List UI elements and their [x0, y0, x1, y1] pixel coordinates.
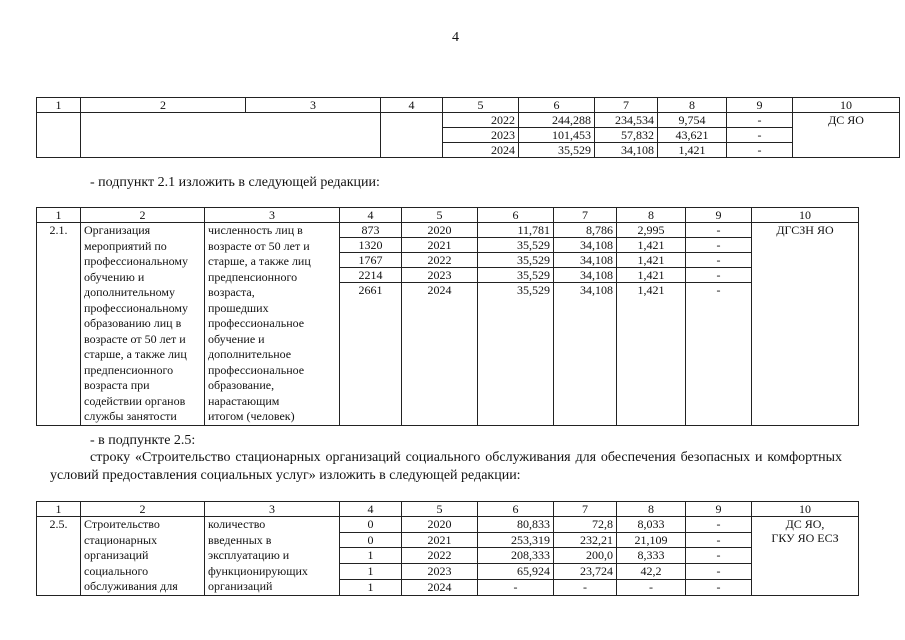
total-cell: 35,529 [478, 253, 554, 268]
year-cell: 2022 [402, 253, 478, 268]
text-line: старше, а также лиц [208, 254, 311, 268]
header-cell: 1 [37, 208, 81, 223]
text-line: эксплуатацию и [208, 548, 290, 562]
other-cell: - [686, 268, 752, 283]
instruction-paragraph: - в подпункте 2.5: [90, 433, 196, 448]
other-cell: - [686, 283, 752, 426]
regional-cell: 9,754 [658, 113, 727, 128]
text-line: службы занятости [84, 409, 177, 423]
header-cell: 8 [617, 208, 686, 223]
text-line: содействии органов [84, 393, 186, 408]
total-cell: 11,781 [478, 223, 554, 238]
year-cell: 2021 [402, 238, 478, 253]
text-line: предпенсионного [208, 269, 298, 284]
header-cell: 3 [246, 98, 381, 113]
header-cell: 5 [443, 98, 519, 113]
measure-name [81, 517, 205, 596]
total-cell: 35,529 [478, 283, 554, 426]
other-cell: - [727, 128, 793, 143]
other-cell: - [686, 238, 752, 253]
table-2-1 [36, 207, 859, 426]
regional-cell: 1,421 [617, 253, 686, 268]
federal-cell: 72,8 [554, 517, 617, 533]
header-row [37, 208, 859, 223]
header-cell: 3 [205, 208, 340, 223]
regional-cell: 1,421 [617, 268, 686, 283]
table-row [37, 113, 900, 128]
text-line: прошедших [208, 300, 269, 315]
regional-cell: 8,333 [617, 548, 686, 564]
executor-cell: ДГСЗН ЯО [752, 223, 859, 426]
year-cell: 2020 [402, 223, 478, 238]
text-line: организаций [208, 579, 273, 593]
year-cell: 2023 [402, 268, 478, 283]
text-line: функционирующих [208, 563, 308, 578]
text-line: возрасте от 50 лет и [208, 238, 310, 253]
text-line: стационарных [84, 532, 158, 547]
other-cell: - [686, 223, 752, 238]
text-line: количество [208, 517, 266, 531]
text-line: обслуживания для [84, 579, 178, 593]
regional-cell: 21,109 [617, 532, 686, 548]
other-cell: - [686, 564, 752, 580]
table-row [37, 223, 859, 238]
text-line: нарастающим [208, 393, 280, 408]
federal-cell: 34,108 [554, 283, 617, 426]
year-cell: 2023 [402, 564, 478, 580]
header-cell: 10 [752, 502, 859, 517]
federal-cell: 34,108 [554, 268, 617, 283]
indicator-name [205, 517, 340, 596]
header-cell: 3 [205, 502, 340, 517]
text-line: мероприятий по [84, 238, 167, 253]
header-cell: 4 [381, 98, 443, 113]
instruction-paragraph: строку «Строительство стационарных организаций социального обслуживания для обеспечения безопасных и комфортных условий предоставления социальных услуг» изложить в следующей редакции: [50, 450, 842, 483]
year-cell: 2022 [443, 113, 519, 128]
text-line: профессиональное [208, 316, 305, 330]
header-cell: 9 [686, 208, 752, 223]
year-cell: 2023 [443, 128, 519, 143]
number-cell [37, 113, 81, 158]
table-continued [36, 97, 900, 158]
federal-cell: 232,21 [554, 532, 617, 548]
text-line: возраста, [208, 285, 255, 299]
text-line: численность лиц в [208, 223, 303, 237]
total-cell: - [478, 579, 554, 595]
other-cell: - [686, 548, 752, 564]
text-line: обучение и [208, 331, 265, 346]
indicator-value: 2661 [340, 283, 402, 426]
other-cell: - [686, 253, 752, 268]
total-cell: 65,924 [478, 564, 554, 580]
header-cell: 4 [340, 208, 402, 223]
page-number: 4 [452, 30, 459, 45]
regional-cell: 42,2 [617, 564, 686, 580]
year-cell: 2024 [443, 143, 519, 158]
text-line: образование, [208, 378, 275, 392]
text-line: профессиональному [84, 254, 188, 268]
total-cell: 35,529 [519, 143, 595, 158]
header-cell: 7 [554, 502, 617, 517]
regional-cell: 8,033 [617, 517, 686, 533]
other-cell: - [727, 143, 793, 158]
value-cell [381, 113, 443, 158]
header-cell: 9 [686, 502, 752, 517]
federal-cell: 34,108 [595, 143, 658, 158]
federal-cell: 23,724 [554, 564, 617, 580]
header-cell: 5 [402, 502, 478, 517]
indicator-value: 1320 [340, 238, 402, 253]
total-cell: 208,333 [478, 548, 554, 564]
year-cell: 2022 [402, 548, 478, 564]
indicator-value: 2214 [340, 268, 402, 283]
measure-name [81, 223, 205, 426]
year-cell: 2024 [402, 283, 478, 426]
header-row [37, 98, 900, 113]
regional-cell: 1,421 [617, 283, 686, 426]
header-cell: 9 [727, 98, 793, 113]
text-line: социального [84, 563, 149, 578]
header-cell: 6 [478, 502, 554, 517]
table-row [37, 517, 859, 533]
text-line: дополнительному [84, 285, 176, 299]
text-line: профессиональному [84, 300, 188, 315]
text-line: обучению и [84, 269, 145, 284]
other-cell: - [686, 532, 752, 548]
executor-cell: ДС ЯО [793, 113, 900, 158]
federal-cell: 34,108 [554, 253, 617, 268]
indicator-value: 873 [340, 223, 402, 238]
federal-cell: - [554, 579, 617, 595]
text-line: старше, а также лиц [84, 347, 187, 361]
text-line: введенных в [208, 532, 272, 547]
total-cell: 244,288 [519, 113, 595, 128]
header-cell: 7 [595, 98, 658, 113]
executor-line: ДС ЯО, [785, 517, 825, 531]
header-cell: 10 [752, 208, 859, 223]
header-cell: 1 [37, 98, 81, 113]
total-cell: 35,529 [478, 268, 554, 283]
regional-cell: - [617, 579, 686, 595]
indicator-value: 1 [340, 548, 402, 564]
header-cell: 6 [519, 98, 595, 113]
text-line: возрасте от 50 лет и [84, 331, 186, 346]
header-cell: 2 [81, 502, 205, 517]
header-cell: 5 [402, 208, 478, 223]
federal-cell: 57,832 [595, 128, 658, 143]
regional-cell: 2,995 [617, 223, 686, 238]
other-cell: - [686, 517, 752, 533]
executor-line: ГКУ ЯО ЕСЗ [771, 531, 839, 545]
header-cell: 10 [793, 98, 900, 113]
header-cell: 8 [658, 98, 727, 113]
executor-cell [752, 517, 859, 596]
item-number: 2.1. [37, 223, 81, 426]
header-cell: 1 [37, 502, 81, 517]
total-cell: 101,453 [519, 128, 595, 143]
indicator-name [205, 223, 340, 426]
header-cell: 7 [554, 208, 617, 223]
text-line: Строительство [84, 517, 160, 531]
indicator-value: 0 [340, 517, 402, 533]
text-line: предпенсионного [84, 362, 174, 377]
federal-cell: 234,534 [595, 113, 658, 128]
total-cell: 35,529 [478, 238, 554, 253]
regional-cell: 1,421 [617, 238, 686, 253]
indicator-value: 1767 [340, 253, 402, 268]
instruction-paragraph: - подпункт 2.1 изложить в следующей редакции: [90, 175, 380, 190]
table-2-5 [36, 501, 859, 596]
indicator-value: 1 [340, 564, 402, 580]
total-cell: 253,319 [478, 532, 554, 548]
text-line: Организация [84, 223, 151, 237]
year-cell: 2024 [402, 579, 478, 595]
text-line: образованию лиц в [84, 316, 182, 330]
indicator-value: 1 [340, 579, 402, 595]
text-line: возраста при [84, 378, 150, 392]
item-number: 2.5. [37, 517, 81, 596]
name-cell [81, 113, 381, 158]
federal-cell: 200,0 [554, 548, 617, 564]
header-cell: 4 [340, 502, 402, 517]
federal-cell: 8,786 [554, 223, 617, 238]
header-cell: 6 [478, 208, 554, 223]
text-line: итогом (человек) [208, 409, 295, 423]
other-cell: - [727, 113, 793, 128]
text-line: дополнительное [208, 347, 292, 361]
header-cell: 8 [617, 502, 686, 517]
total-cell: 80,833 [478, 517, 554, 533]
header-row [37, 502, 859, 517]
header-cell: 2 [81, 98, 246, 113]
federal-cell: 34,108 [554, 238, 617, 253]
regional-cell: 43,621 [658, 128, 727, 143]
text-line: организаций [84, 548, 149, 562]
regional-cell: 1,421 [658, 143, 727, 158]
year-cell: 2021 [402, 532, 478, 548]
indicator-value: 0 [340, 532, 402, 548]
text-line: профессиональное [208, 362, 305, 377]
other-cell: - [686, 579, 752, 595]
year-cell: 2020 [402, 517, 478, 533]
header-cell: 2 [81, 208, 205, 223]
